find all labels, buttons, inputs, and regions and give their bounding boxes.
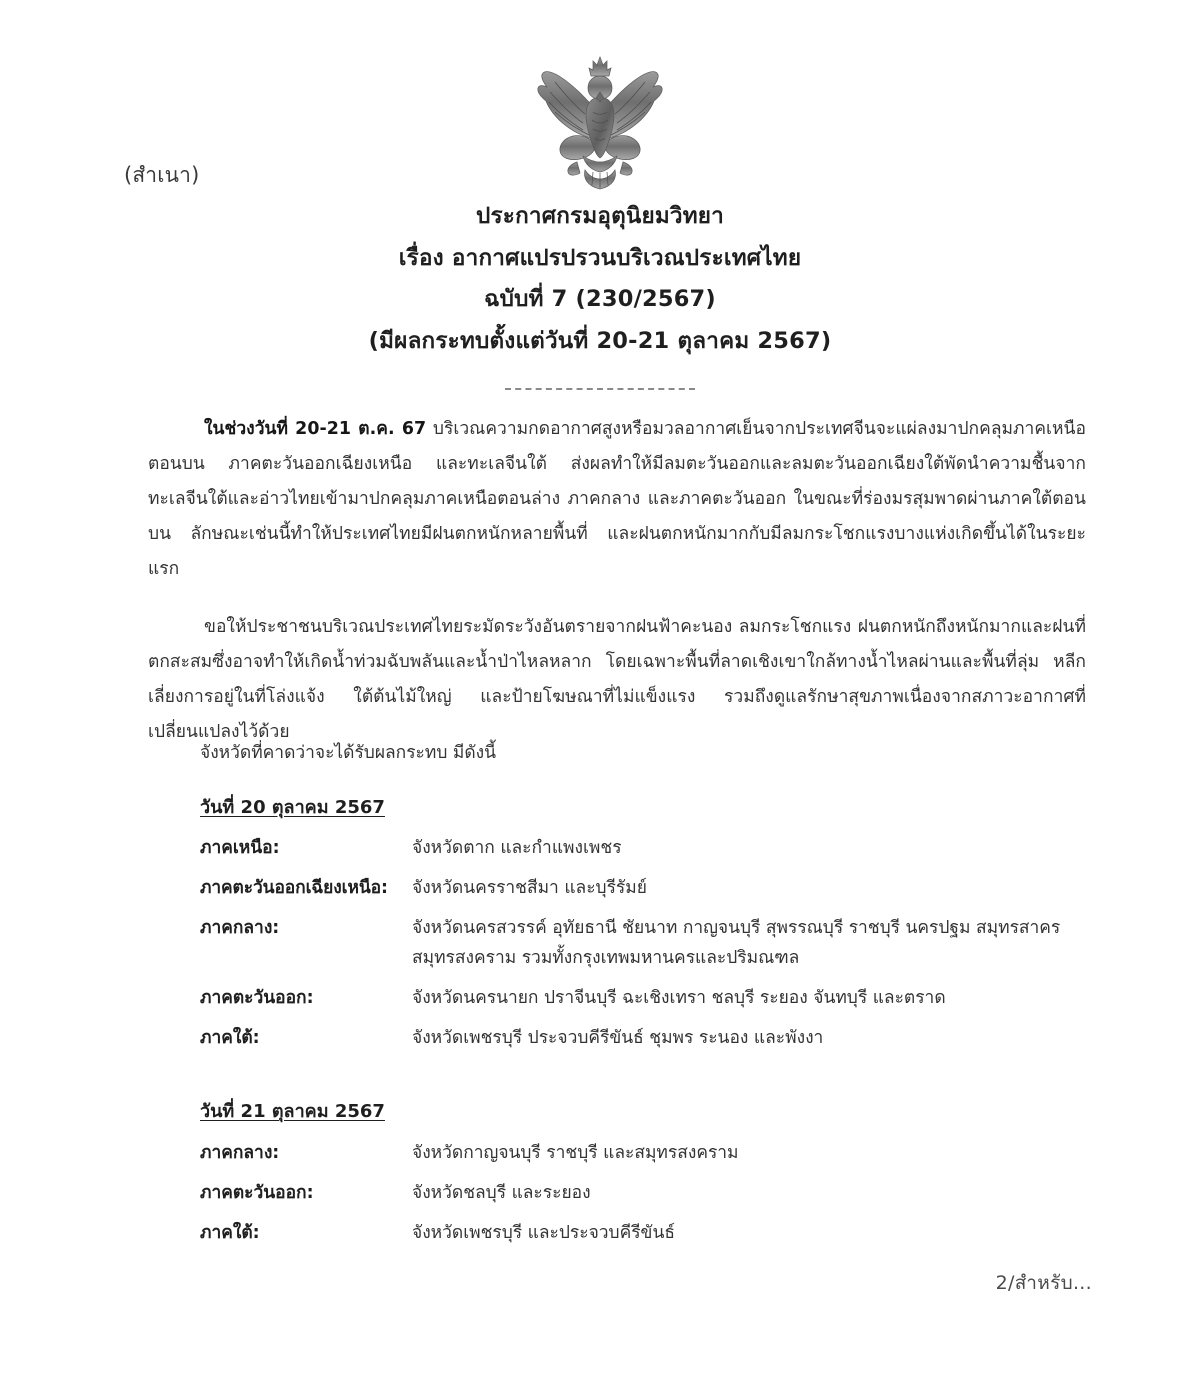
paragraph-warning xyxy=(148,610,1086,750)
region-value-northeast: จังหวัดนครราชสีมา และบุรีรัมย์ xyxy=(412,878,647,899)
region-label-central-2: ภาคกลาง: xyxy=(200,1142,280,1163)
region-row-east-2 xyxy=(200,1178,1100,1208)
region-value-central: จังหวัดนครสวรรค์ อุทัยธานี ชัยนาท กาญจนบุรี สุพรรณบุรี ราชบุรี นครปฐม สมุทรสาคร สมุทรสงคราม รวมทั้งกรุงเทพมหานครและปริมณฑล xyxy=(412,918,1061,969)
region-label-south: ภาคใต้: xyxy=(200,1028,260,1049)
region-row-south-2 xyxy=(200,1218,1100,1248)
region-row-central-2 xyxy=(200,1138,1100,1168)
date-group-oct21 xyxy=(200,1101,1100,1248)
paragraph-warning-text: ขอให้ประชาชนบริเวณประเทศไทยระมัดระวังอันตรายจากฝนฟ้าคะนอง ลมกระโชกแรง ฝนตกหนักถึงหนักมากและฝนที่ตกสะสมซึ่งอาจทำให้เกิดน้ำท่วมฉับพลันและน้ำป่าไหลหลาก โดยเฉพาะพื้นที่ลาดเชิงเขาใกล้ทางน้ำไหลผ่านและพื้นที่ลุ่ม หลีกเลี่ยงการอยู่ในที่โล่งแจ้ง ใต้ต้นไม้ใหญ่ และป้ายโฆษณาที่ไม่แข็งแรง รวมถึงดูแลรักษาสุขภาพเนื่องจากสภาวะอากาศที่เปลี่ยนแปลงไว้ด้วย xyxy=(148,617,1086,742)
title-effective-period: (มีผลกระทบตั้งแต่วันที่ 20-21 ตุลาคม 2567) xyxy=(368,327,832,354)
body-area xyxy=(148,412,1086,773)
list-intro: จังหวัดที่คาดว่าจะได้รับผลกระทบ มีดังนี้ xyxy=(200,743,497,763)
region-label-south-2: ภาคใต้: xyxy=(200,1222,260,1243)
divider-line xyxy=(505,388,695,390)
region-value-south-2: จังหวัดเพชรบุรี และประจวบคีรีขันธ์ xyxy=(412,1222,675,1243)
paragraph-lead-date: ในช่วงวันที่ 20-21 ต.ค. 67 xyxy=(204,419,427,439)
region-value-central-2: จังหวัดกาญจนบุรี ราชบุรี และสมุทรสงคราม xyxy=(412,1142,739,1163)
copy-marker: (สำเนา) xyxy=(124,163,200,187)
title-block xyxy=(0,205,1200,352)
region-value-south: จังหวัดเพชรบุรี ประจวบคีรีขันธ์ ชุมพร ระนอง และพังงา xyxy=(412,1028,824,1049)
page-title: ประกาศกรมอุตุนิยมวิทยา xyxy=(476,203,724,229)
title-subject: เรื่อง อากาศแปรปรวนบริเวณประเทศไทย xyxy=(398,244,802,271)
paragraph-forecast-text: บริเวณความกดอากาศสูงหรือมวลอากาศเย็นจากประเทศจีนจะแผ่ลงมาปกคลุมภาคเหนือตอนบน ภาคตะวันออกเฉียงเหนือ และทะเลจีนใต้ ส่งผลทำให้มีลมตะวันออกและลมตะวันออกเฉียงใต้พัดนำความชื้นจากทะเลจีนใต้และอ่าวไทยเข้ามาปกคลุมภาคเหนือตอนล่าง ภาคกลาง และภาคตะวันออก ในขณะที่ร่องมรสุมพาดผ่านภาคใต้ตอนบน ลักษณะเช่นนี้ทำให้ประเทศไทยมีฝนตกหนักหลายพื้นที่ และฝนตกหนักมากกับมีลมกระโชกแรงบางแห่งเกิดขึ้นได้ในระยะแรก xyxy=(148,419,1086,579)
garuda-emblem xyxy=(525,52,675,194)
region-value-east-2: จังหวัดชลบุรี และระยอง xyxy=(412,1182,591,1203)
paragraph-forecast xyxy=(148,412,1086,587)
date-group-oct20 xyxy=(200,797,1100,1054)
title-issue-number: ฉบับที่ 7 (230/2567) xyxy=(484,286,716,312)
region-label-northeast: ภาคตะวันออกเฉียงเหนือ: xyxy=(200,878,388,899)
region-value-north: จังหวัดตาก และกำแพงเพชร xyxy=(412,838,622,859)
region-label-north: ภาคเหนือ: xyxy=(200,838,280,859)
region-value-east: จังหวัดนครนายก ปราจีนบุรี ฉะเชิงเทรา ชลบุรี ระยอง จันทบุรี และตราด xyxy=(412,988,946,1009)
region-label-central: ภาคกลาง: xyxy=(200,918,280,939)
impact-province-lists xyxy=(200,743,1100,1258)
date-heading-oct20: วันที่ 20 ตุลาคม 2567 xyxy=(200,796,385,818)
region-row-east xyxy=(200,983,1100,1013)
region-row-north xyxy=(200,833,1100,863)
region-row-central xyxy=(200,913,1100,973)
region-label-east-2: ภาคตะวันออก: xyxy=(200,1182,314,1203)
region-row-northeast xyxy=(200,873,1100,903)
region-row-south xyxy=(200,1023,1100,1053)
footer-continuation: 2/สำหรับ... xyxy=(995,1272,1092,1294)
region-label-east: ภาคตะวันออก: xyxy=(200,988,314,1009)
divider xyxy=(0,388,1200,390)
date-heading-oct21: วันที่ 21 ตุลาคม 2567 xyxy=(200,1101,385,1123)
